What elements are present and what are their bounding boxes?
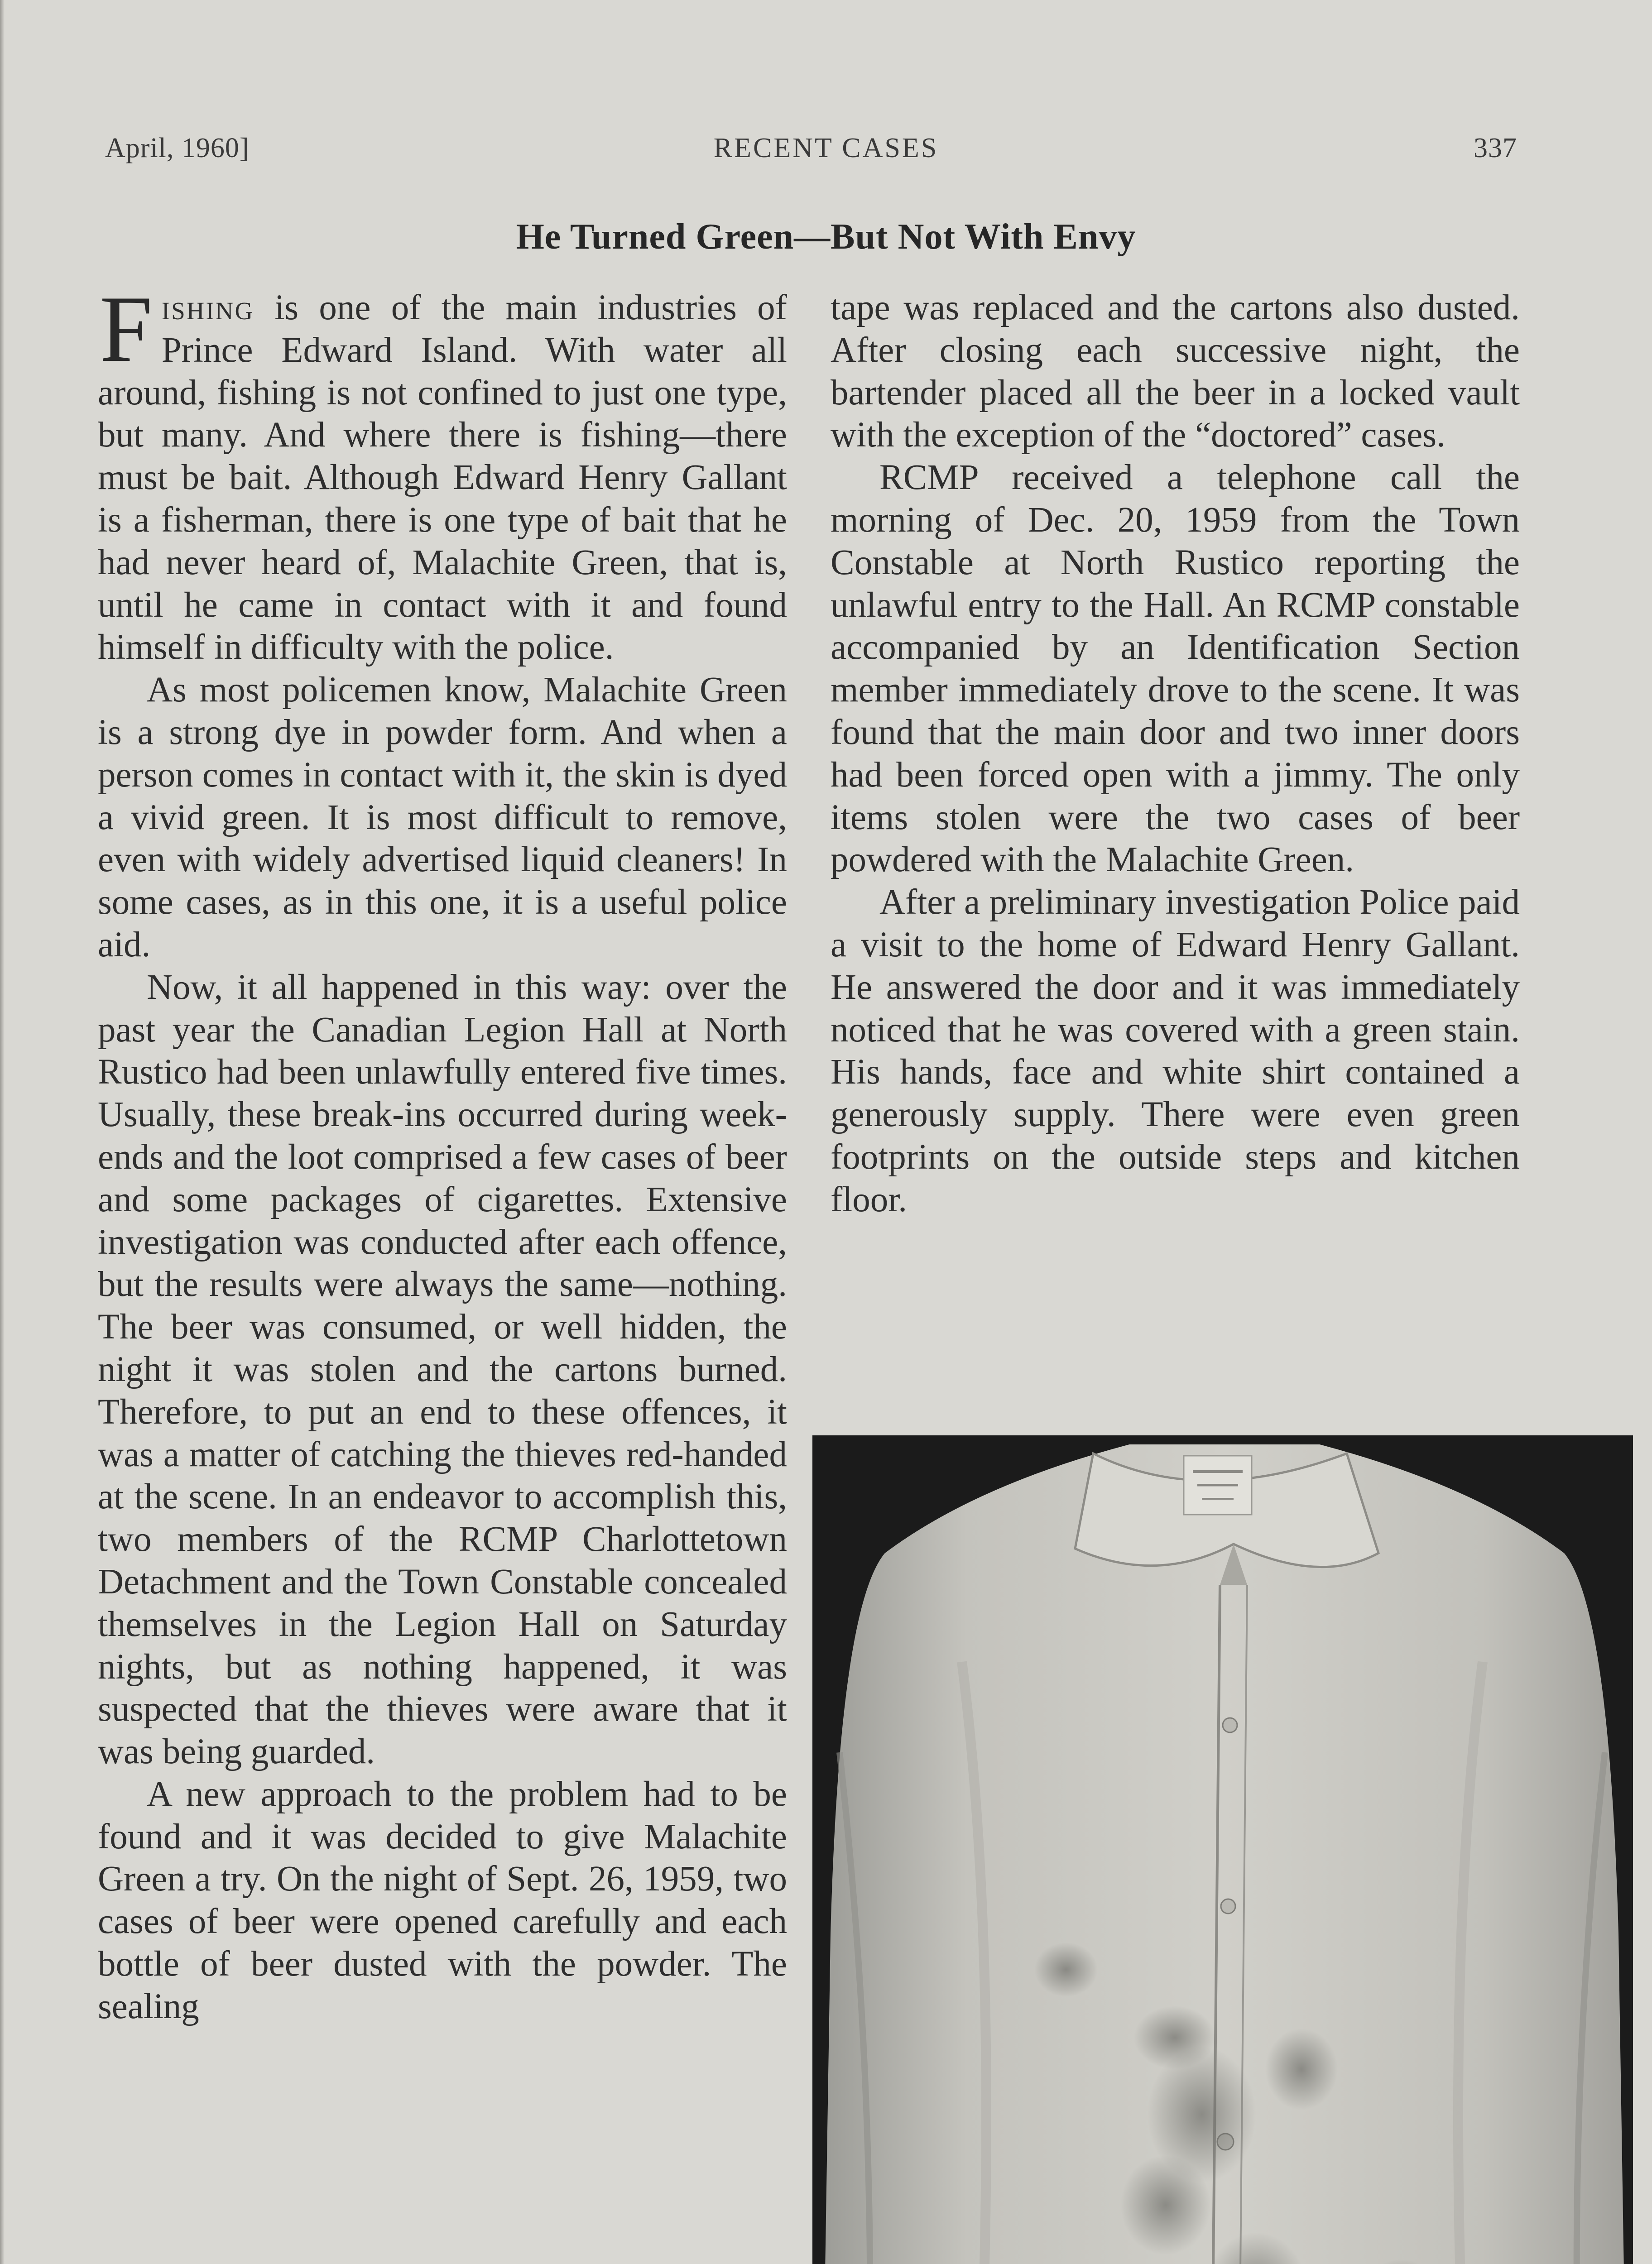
drop-cap: F [100,277,153,382]
lead-small-caps: ishing [161,288,255,327]
page-number: 337 [1474,133,1517,163]
paragraph-2: As most policemen know, Malachite Green is a strong dye in powder form. And when a person comes in contact with it, the skin is dyed a vivid green. It is most difficult to remove, even with widely advertised liquid cleaners! In some cases, as in this one, it is a useful police aid. [98,670,787,964]
paragraph-4-continued: tape was replaced and the cartons also dusted. After closing each successive night, the bartender placed all the beer in a locked vault with the exception of the “doctored” cases. [831,288,1520,455]
paragraph-5: RCMP received a telephone call the morning of Dec. 20, 1959 from the Town Constable at North Rustico reporting the unlawful entry to the Hall. An RCMP constable accompanied by an Identification Section member immediately drove to the scene. It was found that the main door and two inner doors had been forced open with a jimmy. The only items stolen were the two cases of beer powdered with the Malachite Green. [831,458,1520,880]
paragraph-1-text: is one of the main industries of Prince Edward Island. With water all around, fishing is not confined to just one type, but many. And where there is fishing—there must be bait. Although Edward Henry Gallant is a fisherman, there is one type of bait that he had never heard of, Malachite Green, that is, until he came in contact with it and found himself in difficulty with the police. [98,288,787,667]
shirt-illustration [812,1435,1633,2264]
running-head-date: April, 1960] [105,133,250,163]
paragraph-4: A new approach to the problem had to be found and it was decided to give Malachite Green a try. On the night of Sept. 26, 1959, two cases of beer were opened carefully and each bottle of beer dusted with the powder. The sealing [98,1774,787,2026]
article-title: He Turned Green—But Not With Envy [516,217,1136,257]
article-column-left [98,277,787,2028]
paragraph-3: Now, it all happened in this way: over the past year the Canadian Legion Hall at North Rustico had been unlawfully entered five times. Usually, these break-ins occurred during week-ends and the loot comprised a few cases of beer and some packages of cigarettes. Extensive investigation was conducted after each offence, but the results were always the same—nothing. The beer was consumed, or well hidden, the night it was stolen and the cartons burned. Therefore, to put an end to these offences, it was a matter of catching the thieves red-handed at the scene. In an endeavor to accomplish this, two members of the RCMP Charlottetown Detachment and the Town Constable concealed themselves in the Legion Hall on Saturday nights, but as nothing happened, it was suspected that the thieves were aware that it was being guarded. [98,967,787,1772]
paragraph-6: After a preliminary investigation Police paid a visit to the home of Edward Henry Gallant. He answered the door and it was immediately noticed that he was covered with a green stain. His hands, face and white shirt contained a generously supply. There were even green footprints on the outside steps and kitchen floor. [831,883,1520,1219]
page-edge [0,0,5,2264]
paragraph-1 [98,277,787,669]
shirt-photograph [812,1435,1633,2264]
running-head-section: RECENT CASES [713,133,939,163]
article-column-right [831,287,1520,1221]
